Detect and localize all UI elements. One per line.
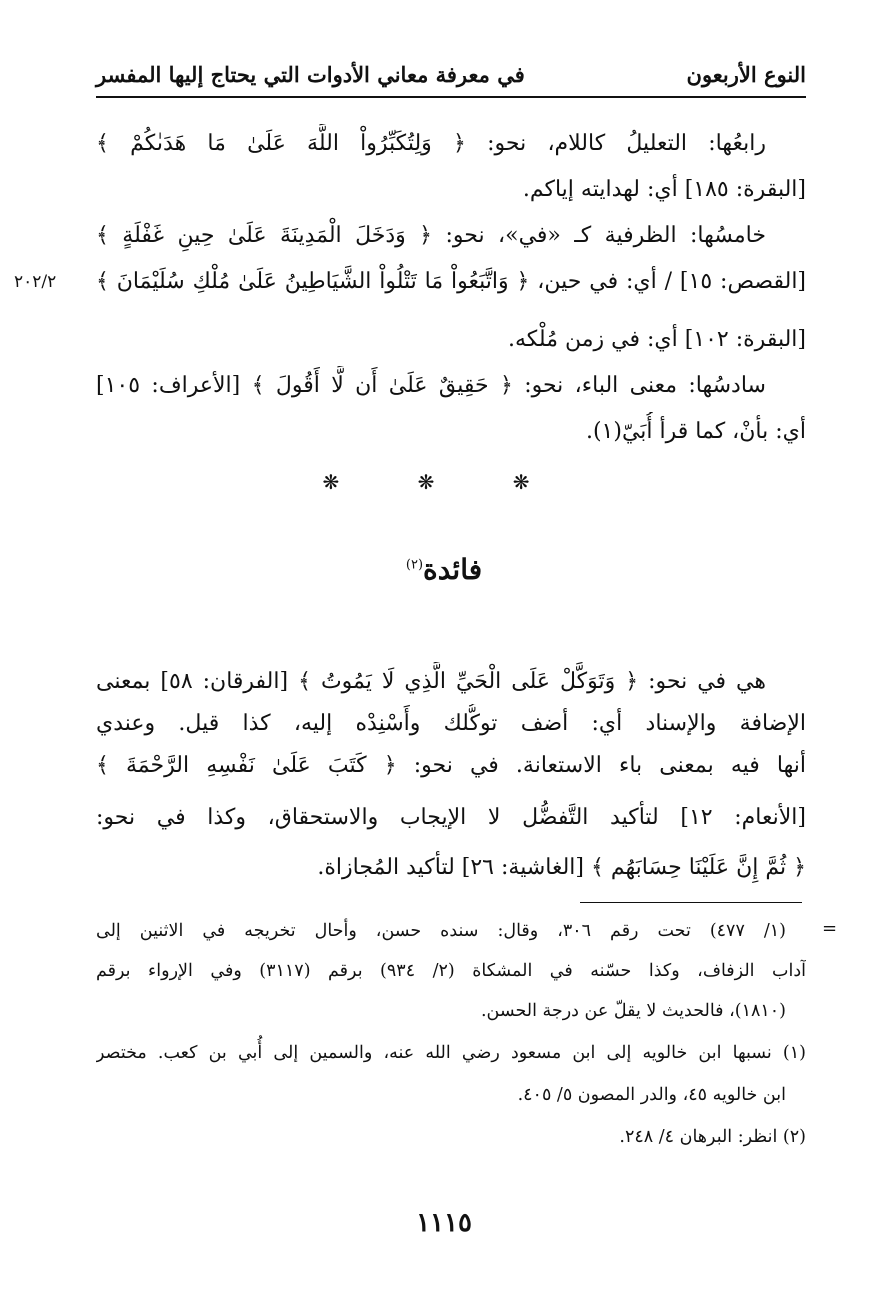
footnote-line: آداب الزفاف، وكذا حسّنه في المشكاة (٢/ ٩٣٤) برقم (٣١١٧) وفي الإرواء برقم bbox=[96, 961, 806, 981]
section-title bbox=[0, 553, 888, 586]
section-separator: ❋ ❋ ❋ bbox=[322, 470, 566, 494]
header-section-label: النوع الأربعون bbox=[686, 61, 806, 87]
section-title-note: (٢) bbox=[405, 557, 424, 573]
footnote-line: (٢) انظر: البرهان ٤/ ٢٤٨. bbox=[619, 1127, 806, 1147]
body-line: ﴿ ثُمَّ إِنَّ عَلَيْنَا حِسَابَهُم ﴾ [الغاشية: ٢٦] لتأكيد المُجازاة. bbox=[317, 855, 806, 880]
footnote-line: ابن خالويه ٤٥، والدر المصون ٥/ ٤٠٥. bbox=[517, 1085, 786, 1105]
body-line: أي: بأنْ، كما قرأ أُبَيّ(١). bbox=[585, 419, 806, 444]
body-line: الإضافة والإسناد أي: أضف توكُّلك وأَسْنِدْه إليه، كذا قيل. وعندي bbox=[96, 711, 806, 736]
footnote-line: (١) نسبها ابن خالويه إلى ابن مسعود رضي الله عنه، والسمين إلى أُبي بن كعب. مختصر bbox=[96, 1043, 806, 1063]
footnote-line: (١٨١٠)، فالحديث لا يقلّ عن درجة الحسن. bbox=[480, 1001, 786, 1021]
body-line: [الأنعام: ١٢] لتأكيد التَّفضُّل لا الإيجاب والاستحقاق، وكذا في نحو: bbox=[96, 805, 806, 830]
body-line: [القصص: ١٥] / أي: في حين، ﴿ وَاتَّبَعُواْ مَا تَتْلُواْ الشَّيَاطِينُ عَلَىٰ مُلْكِ سُلَيْمَانَ ﴾ bbox=[96, 269, 806, 294]
header-divider bbox=[96, 96, 806, 98]
running-header bbox=[96, 54, 806, 94]
body-line: رابعُها: التعليلُ كاللام، نحو: ﴿ وَلِتُكَبِّرُواْ اللَّهَ عَلَىٰ مَا هَدَىٰكُمْ ﴾ bbox=[96, 131, 766, 156]
footnote-divider bbox=[580, 902, 802, 903]
body-line: أنها فيه بمعنى باء الاستعانة. في نحو: ﴿ كَتَبَ عَلَىٰ نَفْسِهِ الرَّحْمَةَ ﴾ bbox=[96, 753, 806, 778]
margin-page-reference: ٢٠٢/٢ bbox=[14, 272, 57, 292]
page-number: ١١١٥ bbox=[416, 1208, 472, 1238]
footnote-continuation-mark: = bbox=[822, 918, 838, 939]
header-chapter-title: في معرفة معاني الأدوات التي يحتاج إليها المفسر bbox=[96, 61, 525, 87]
body-line: خامسُها: الظرفية كـ «في»، نحو: ﴿ وَدَخَلَ الْمَدِينَةَ عَلَىٰ حِينِ غَفْلَةٍ ﴾ bbox=[96, 223, 766, 248]
section-title-text: فائدة bbox=[423, 553, 483, 586]
body-line: سادسُها: معنى الباء، نحو: ﴿ حَقِيقٌ عَلَىٰ أَن لَّا أَقُولَ ﴾ [الأعراف: ١٠٥] bbox=[96, 373, 766, 398]
body-line: [البقرة: ١٠٢] أي: في زمن مُلْكه. bbox=[507, 327, 806, 352]
footnote-line: (١/ ٤٧٧) تحت رقم ٣٠٦، وقال: سنده حسن، وأحال تخريجه في الاثنين إلى bbox=[96, 921, 786, 941]
body-line: هي في نحو: ﴿ وَتَوَكَّلْ عَلَى الْحَيِّ الَّذِي لَا يَمُوتُ ﴾ [الفرقان: ٥٨] بمعنى bbox=[96, 669, 766, 694]
body-line: [البقرة: ١٨٥] أي: لهدايته إياكم. bbox=[522, 177, 806, 202]
